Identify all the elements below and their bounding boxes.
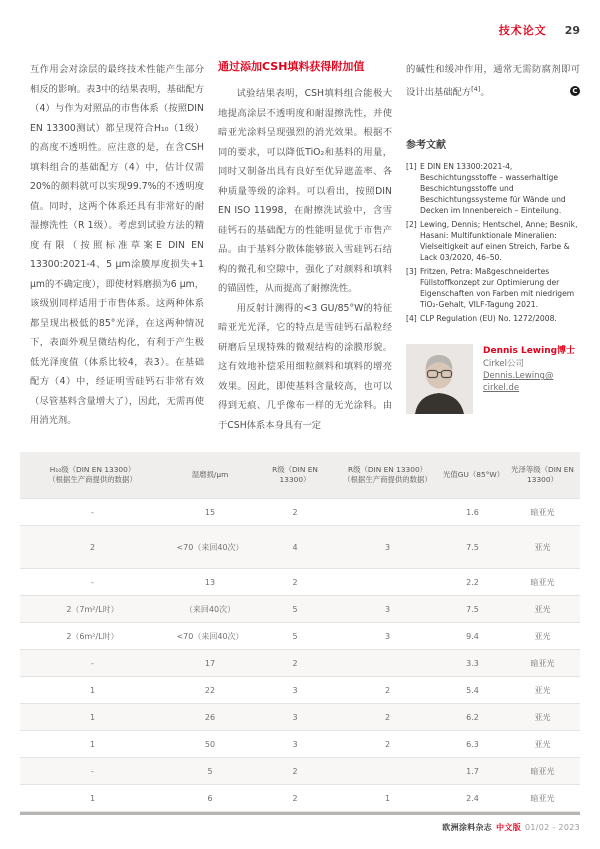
table-column-header: 光泽等级（DIN EN 13300） (511, 465, 574, 484)
table-cell: 2（6m²/L时） (66, 631, 119, 641)
table-cell: 3 (384, 631, 391, 641)
table-cell: 9.4 (466, 631, 479, 641)
author-name: Dennis Lewing博士 (483, 346, 576, 357)
table-cell: 6.3 (466, 739, 479, 749)
author-email-link[interactable] (483, 370, 575, 394)
author-email-line2[interactable]: cirkel.de (483, 383, 520, 394)
column2-paragraph-2: 用反射计测得的<3 GU/85°W的特征暗亚光光泽，它的特点是雪硅钙石晶粒经研磨后呈现特殊的微观结构的涂膜形貌。这有效地补偿采用细粒颜料和填料的增亮效果。因此，即使基料含量较高，也可以得到无痕、几乎像布一样的无光涂料。由于CSH体系本身具有一定 (218, 302, 392, 431)
table-cell: 1 (89, 793, 96, 803)
author-email-line1[interactable]: Dennis.Lewing@ (483, 371, 554, 382)
table-cell: 2 (292, 793, 298, 803)
table-cell: 亚光 (534, 712, 551, 722)
table-cell: （来回40次） (184, 604, 236, 614)
table-cell: 7.5 (466, 542, 479, 552)
page-header (499, 22, 580, 38)
table-row (20, 622, 580, 649)
column3-paragraph (406, 60, 580, 102)
table-cell: 暗亚光 (530, 658, 555, 668)
table-cell: 暗亚光 (530, 793, 555, 803)
table-cell: 17 (204, 658, 216, 668)
author-block (406, 344, 580, 414)
column1-paragraph: 互作用会对涂层的最终技术性能产生部分相反的影响。表3中的结果表明，基础配方（4）与作为对照品的市售体系（按照DIN EN 13300测试）都呈现符合H₁₀（1级）的高度不透明性。应注意的是，在含CSH填料组合的基础配方（4）中，估计仅需20%的颜料就可以实现99.7%的不透明度值。同时，这两个体系还具有非常好的耐湿擦洗性（R 1级）。考虑到试验方法的精度有限（按照标准草案E DIN EN 13300:2021-4、5 μm涂膜厚度损失+1 μm的不确定度），即使材料磨损为6 μm，该级别同样适用于市售体系。这两种体系都呈现出极低的85°光泽，在这两种情况下，表面外观呈微结构化，有利于产生极低光泽度值（体系比较4，表3）。在基础配方（4）中，经证明雪硅钙石非常有效（尽管基料含量增大了），因此，无需再使用消光剂。 (30, 64, 204, 426)
table-cell: 2.4 (466, 793, 479, 803)
table-cell: 亚光 (534, 542, 551, 552)
column3-paragraph-period: 。 (480, 86, 490, 98)
reference-number: [4] (406, 314, 417, 324)
table-cell: 2 (292, 766, 298, 776)
table-cell: 1 (89, 739, 96, 749)
article-column-3 (406, 60, 580, 448)
page-footer (442, 822, 580, 833)
reference-text: E DIN EN 13300:2021-4, Beschichtungsstoffe – wasserhaltige Beschichtungsstoffe und Beschichtungssysteme für Wände und Decken im Innenbereich – Einteilung. (420, 162, 566, 216)
table-row (20, 757, 580, 784)
table-cell: 1 (384, 793, 391, 803)
table-cell: 亚光 (534, 604, 551, 614)
table-row (20, 568, 580, 595)
table-row (20, 525, 580, 568)
table-row (20, 784, 580, 811)
table-cell: 4 (292, 542, 298, 552)
table-column-header: 湿磨损/μm (191, 470, 229, 479)
references-list (406, 161, 580, 324)
author-company: Cirkel公司 (483, 359, 525, 370)
table-cell: 亚光 (534, 685, 551, 695)
author-photo (406, 344, 473, 414)
citation-mark: [4] (471, 84, 481, 93)
table-cell: 亚光 (534, 739, 551, 749)
results-table (20, 452, 580, 815)
table-cell: 22 (204, 685, 216, 695)
table-cell (335, 661, 440, 665)
table-cell: - (91, 577, 94, 587)
references-heading: 参考文献 (406, 140, 446, 152)
table-cell: 2（7m²/L时） (66, 604, 119, 614)
table-cell: 2 (384, 739, 391, 749)
reference-item (406, 313, 580, 324)
section-label: 技术论文 (498, 24, 547, 37)
table-cell: 6.2 (466, 712, 479, 722)
table-cell: 3 (292, 685, 298, 695)
table-cell: <70（来回40次） (176, 631, 244, 641)
reference-text: CLP Regulation (EU) No. 1272/2008. (420, 314, 557, 324)
table-cell: 3 (292, 739, 298, 749)
table-cell: 1 (89, 712, 96, 722)
reference-item (406, 266, 580, 310)
table-cell: 2 (384, 712, 391, 722)
table-cell: 2 (89, 542, 96, 552)
table-cell: 2 (292, 658, 298, 668)
article-column-2 (218, 60, 392, 448)
table-cell: 5 (207, 766, 213, 776)
table-cell: - (91, 766, 94, 776)
table-column-header: H₁₀级（DIN EN 13300） （根据生产商提供的数据） (48, 465, 137, 484)
reference-text: Fritzen, Petra: Maßgeschneidertes Füllstoffkonzept zur Optimierung der Eigenschaften von Farben mit niedrigem TiO₂-Gehalt, VILF-Tagung 2021. (420, 267, 575, 310)
table-bottom-rule (20, 811, 580, 815)
reference-text: Lewing, Dennis; Hentschel, Anne; Besnik, Hasani: Multifunktionale Mineralien: Vielseitigkeit auf einen Streich, Farbe & Lack 03/2020, 46–50. (420, 220, 578, 263)
table-cell: 3.3 (466, 658, 479, 668)
table-cell: 亚光 (534, 631, 551, 641)
table-cell: 26 (204, 712, 216, 722)
author-meta (483, 344, 575, 414)
table-cell: 5 (292, 631, 298, 641)
reference-number: [3] (406, 267, 417, 277)
table-cell: 7.5 (466, 604, 479, 614)
table-cell: 暗亚光 (530, 577, 555, 587)
column2-paragraph-1: 试验结果表明，CSH填料组合能极大地提高涂层不透明度和耐湿擦洗性，并使暗亚光涂料呈现强烈的消光效果。根据不同的要求，可以降低TiO₂和基料的用量，同时又制备出具有良好至优异遮盖率、各种质量等级的涂料。可以看出，按照DIN EN ISO 11998，在耐擦洗试验中，含雪硅钙石的基础配方的性能明显优于市售产品。由于基料分散体能够嵌入雪硅钙石结构的微孔和空隙中，强化了对颜料和填料的锚固性，从而提高了耐擦洗性。 (218, 88, 392, 294)
table-row (20, 595, 580, 622)
table-column-header: 光值GU（85°W） (443, 470, 505, 479)
reference-number: [1] (406, 162, 417, 172)
table-row (20, 730, 580, 757)
reference-number: [2] (406, 220, 417, 230)
table-header-row (20, 452, 580, 498)
table-cell: 1.6 (466, 507, 479, 517)
table-cell: 5 (292, 604, 298, 614)
table-row (20, 703, 580, 730)
table-cell: - (91, 658, 94, 668)
table-cell: - (91, 507, 94, 517)
table-column-header: R级（DIN EN 13300） （根据生产商提供的数据） (343, 465, 432, 484)
page-number: 29 (564, 24, 580, 37)
table-cell: <70（来回40次） (176, 542, 244, 552)
table-cell: 13 (204, 577, 216, 587)
table-cell: 暗亚光 (530, 507, 555, 517)
section-heading: 通过添加CSH填料获得附加值 (218, 60, 365, 73)
table-cell (335, 510, 440, 514)
table-cell: 50 (204, 739, 216, 749)
article-columns (30, 60, 580, 448)
table-cell: 1 (89, 685, 96, 695)
table-row (20, 649, 580, 676)
edition-label: 中文版 (496, 823, 521, 832)
table-cell: 暗亚光 (530, 766, 555, 776)
table-row (20, 676, 580, 703)
article-column-1 (30, 60, 204, 448)
table-cell: 3 (384, 542, 391, 552)
table-cell: 6 (207, 793, 213, 803)
table-cell: 5.4 (466, 685, 479, 695)
end-of-article-icon: C (570, 86, 580, 96)
author-portrait-graphic (406, 344, 473, 414)
table-row (20, 498, 580, 525)
table-column-header: R级（DIN EN 13300） (272, 465, 318, 484)
table-cell (335, 580, 440, 584)
magazine-name: 欧洲涂料杂志 (442, 823, 493, 832)
table-body (20, 498, 580, 811)
table-cell: 3 (292, 712, 298, 722)
table-cell: 2 (384, 685, 391, 695)
reference-item (406, 219, 580, 263)
table-cell: 15 (204, 507, 216, 517)
reference-item (406, 161, 580, 216)
table-cell: 1.7 (466, 766, 479, 776)
table-cell: 2.2 (466, 577, 479, 587)
issue-number: 01/02 - 2023 (525, 823, 580, 832)
table-cell (335, 769, 440, 773)
table-cell: 2 (292, 507, 298, 517)
table-cell: 3 (384, 604, 391, 614)
column3-paragraph-text: 的碱性和缓冲作用，通常无需防腐剂即可设计出基础配方 (406, 64, 580, 98)
table-cell: 2 (292, 577, 298, 587)
